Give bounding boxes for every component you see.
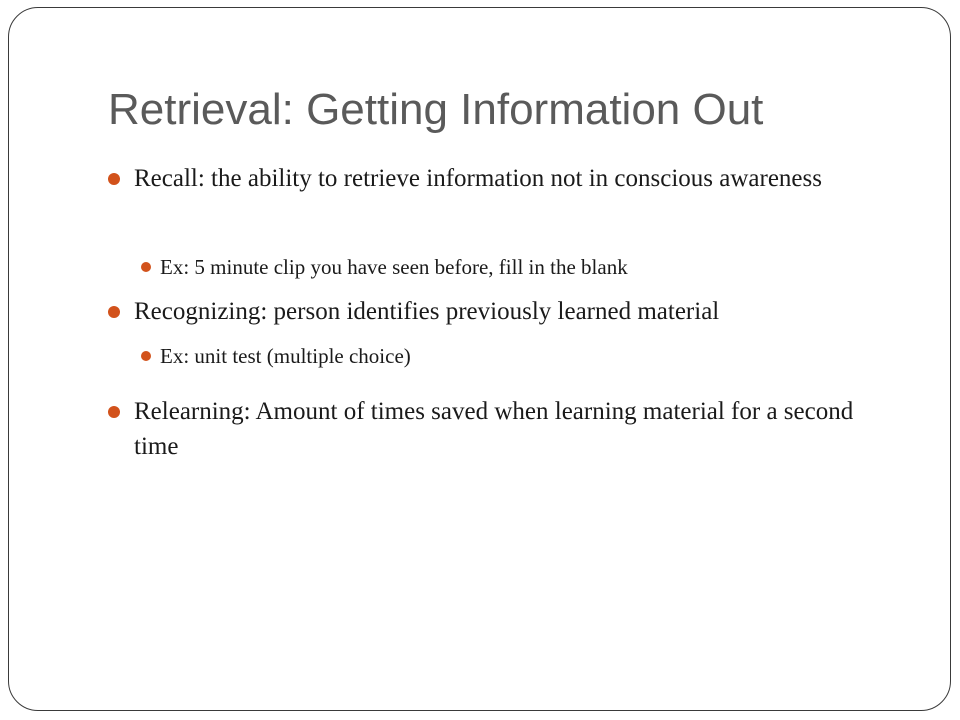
bullet-text: Ex: unit test (multiple choice) <box>160 344 411 368</box>
bullet-dot-icon <box>108 306 120 318</box>
bullet-item-recognizing <box>134 294 874 329</box>
bullet-text: Recognizing: person identifies previously learned material <box>134 298 720 325</box>
bullet-text: Recall: the ability to retrieve information not in conscious awareness <box>134 165 822 192</box>
bullet-item-recall <box>134 161 874 196</box>
slide-title: Retrieval: Getting Information Out <box>108 85 764 134</box>
bullet-dot-icon <box>108 173 120 185</box>
bullet-item-relearning <box>134 394 874 464</box>
bullet-dot-icon <box>141 351 151 361</box>
bullet-text: Ex: 5 minute clip you have seen before, fill in the blank <box>160 255 628 279</box>
bullet-dot-icon <box>108 406 120 418</box>
bullet-dot-icon <box>141 262 151 272</box>
bullet-text: Relearning: Amount of times saved when learning material for a second time <box>134 398 854 460</box>
bullet-item-recall-example <box>160 252 860 282</box>
bullet-item-recognizing-example <box>160 341 860 371</box>
